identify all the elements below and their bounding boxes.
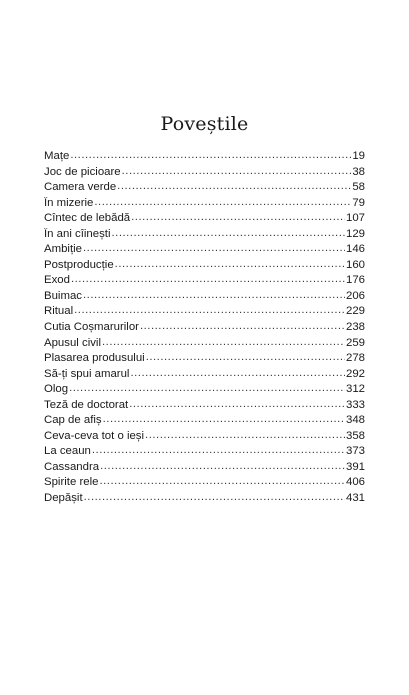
toc-entry-title: În mizerie	[44, 196, 94, 209]
toc-entry	[44, 181, 365, 197]
toc-entry-page-number: 391	[345, 460, 365, 473]
toc-entry-title: Teză de doctorat	[44, 398, 129, 411]
dot-leader	[99, 476, 345, 487]
dot-leader	[94, 197, 351, 208]
toc-entry	[44, 321, 365, 337]
toc-entry-title: Ritual	[44, 305, 74, 318]
toc-entry-page-number: 146	[345, 243, 365, 256]
toc-entry-title: Ceva-ceva tot o ieși	[44, 429, 145, 442]
toc-entry-page-number: 58	[352, 181, 365, 194]
toc-entry	[44, 197, 365, 213]
toc-entry-title: La ceaun	[44, 445, 91, 458]
toc-entry-page-number: 79	[352, 196, 365, 209]
toc-entry-page-number: 129	[345, 227, 365, 240]
toc-entry-page-number: 431	[345, 492, 365, 505]
table-of-contents	[44, 150, 365, 508]
toc-entry-page-number: 238	[345, 321, 365, 334]
toc-entry	[44, 383, 365, 399]
toc-entry-title: Apusul civil	[44, 336, 101, 349]
dot-leader	[131, 212, 345, 223]
dot-leader	[100, 461, 345, 472]
toc-entry	[44, 150, 365, 166]
toc-entry	[44, 274, 365, 290]
dot-leader	[70, 150, 351, 161]
toc-entry-page-number: 259	[345, 336, 365, 349]
toc-entry-title: Cassandra	[44, 460, 100, 473]
dot-leader	[115, 259, 345, 270]
toc-entry-page-number: 278	[345, 352, 365, 365]
toc-entry-page-number: 312	[345, 383, 365, 396]
dot-leader	[129, 399, 345, 410]
toc-entry-title: Exod	[44, 274, 70, 287]
toc-entry-title: Depășit	[44, 492, 83, 505]
page-title: Poveștile	[160, 113, 249, 135]
toc-entry	[44, 352, 365, 368]
toc-entry-page-number: 373	[345, 445, 365, 458]
toc-entry-title: Plasarea produsului	[44, 352, 145, 365]
dot-leader	[84, 492, 345, 503]
dot-leader	[83, 290, 345, 301]
toc-entry-title: Cîntec de lebădă	[44, 212, 131, 225]
toc-entry-title: Postproducție	[44, 258, 114, 271]
toc-entry-title: Cutia Coșmarurilor	[44, 321, 139, 334]
dot-leader	[102, 337, 345, 348]
toc-entry-title: Buimac	[44, 289, 82, 302]
toc-entry	[44, 476, 365, 492]
toc-entry-page-number: 38	[352, 165, 365, 178]
dot-leader	[122, 166, 352, 177]
toc-entry	[44, 461, 365, 477]
toc-entry	[44, 243, 365, 259]
toc-entry	[44, 399, 365, 415]
dot-leader	[130, 368, 345, 379]
dot-leader	[71, 274, 345, 285]
toc-entry-page-number: 229	[345, 305, 365, 318]
toc-entry-page-number: 160	[345, 258, 365, 271]
toc-entry-title: Ambiție	[44, 243, 82, 256]
toc-entry	[44, 492, 365, 508]
toc-entry-title: Olog	[44, 383, 69, 396]
toc-entry	[44, 414, 365, 430]
toc-entry	[44, 166, 365, 182]
dot-leader	[83, 243, 345, 254]
toc-entry-page-number: 292	[345, 367, 365, 380]
toc-entry-title: În ani cîinești	[44, 227, 111, 240]
toc-entry	[44, 445, 365, 461]
toc-entry	[44, 305, 365, 321]
toc-entry-page-number: 406	[345, 476, 365, 489]
toc-entry-title: Camera verde	[44, 181, 117, 194]
toc-entry	[44, 228, 365, 244]
toc-entry-title: Mațe	[44, 150, 70, 162]
toc-entry-page-number: 348	[345, 414, 365, 427]
toc-entry	[44, 212, 365, 228]
dot-leader	[103, 414, 345, 425]
toc-entry-page-number: 206	[345, 289, 365, 302]
toc-entry	[44, 430, 365, 446]
toc-entry	[44, 290, 365, 306]
toc-entry-page-number: 107	[345, 212, 365, 225]
toc-entry-title: Să-ți spui amarul	[44, 367, 130, 380]
toc-entry-title: Spirite rele	[44, 476, 99, 489]
dot-leader	[145, 430, 345, 441]
toc-entry	[44, 368, 365, 384]
dot-leader	[140, 321, 345, 332]
dot-leader	[111, 228, 345, 239]
toc-entry-page-number: 333	[345, 398, 365, 411]
dot-leader	[74, 305, 345, 316]
toc-entry	[44, 337, 365, 353]
toc-entry-page-number: 176	[345, 274, 365, 287]
toc-entry-title: Joc de picioare	[44, 165, 121, 178]
dot-leader	[117, 181, 351, 192]
dot-leader	[69, 383, 345, 394]
toc-entry-page-number: 358	[345, 429, 365, 442]
toc-entry-title: Cap de afiș	[44, 414, 102, 427]
toc-entry	[44, 259, 365, 275]
dot-leader	[146, 352, 345, 363]
dot-leader	[92, 445, 345, 456]
toc-entry-page-number: 19	[352, 150, 365, 162]
